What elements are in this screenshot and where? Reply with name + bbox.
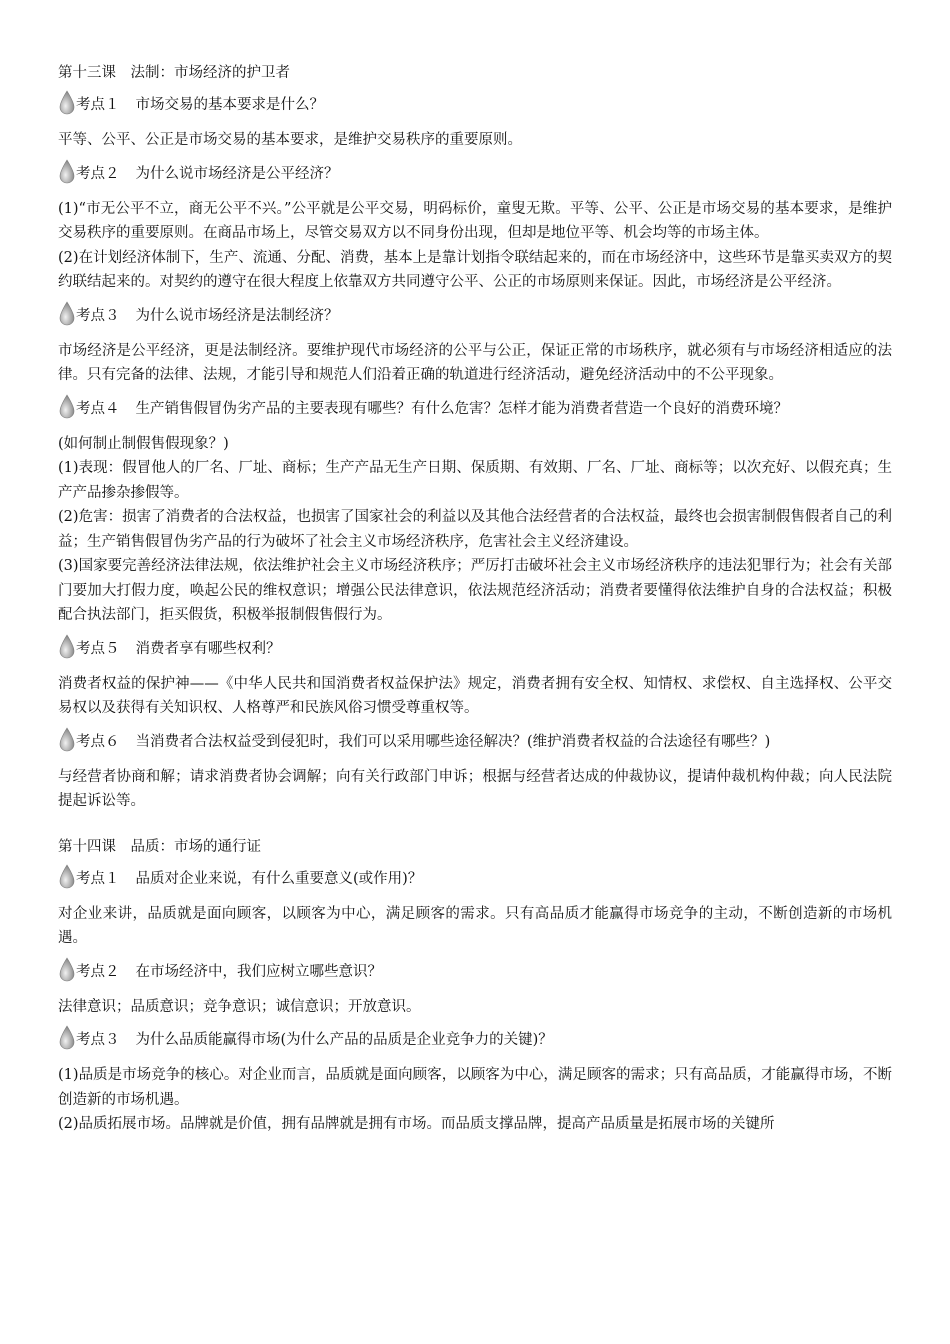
droplet-icon [58,301,76,327]
key-point-heading [58,1023,892,1051]
key-point-question: 品质对企业来说，有什么重要意义(或作用)？ [135,870,423,887]
key-point-question: 当消费者合法权益受到侵犯时，我们可以采用哪些途径解决？(维护消费者权益的合法途径有哪些？) [135,733,771,750]
answer-paragraph: 法律意识；品质意识；竞争意识；诚信意识；开放意识。 [58,998,421,1015]
lesson-13 [58,62,892,814]
key-point-question: 在市场经济中，我们应树立哪些意识？ [135,963,382,980]
key-point-question: 为什么品质能赢得市场(为什么产品的品质是企业竞争力的关键)？ [135,1032,553,1048]
droplet-icon [58,727,76,753]
answer-paragraph: 消费者权益的保护神——《中华人民共和国消费者权益保护法》规定，消费者拥有安全权、知情权、求偿权、自主选择权、公平交易权以及获得有关知识权、人格尊严和民族风俗习惯受尊重权等。 [58,675,892,716]
key-point-number: 考点５ [76,640,120,657]
key-point-heading [58,299,892,327]
key-point-heading [58,725,892,753]
answer-paragraph: (2)危害：损害了消费者的合法权益，也损害了国家社会的利益以及其他合法经营者的合法权益，最终也会损害制假售假者自己的利益；生产销售假冒伪劣产品的行为破坏了社会主义市场经济秩序，危害社会主义经济建设。 [58,509,892,550]
lesson-title: 第十三课 法制：市场经济的护卫者 [58,65,290,81]
key-point-number: 考点２ [76,165,120,182]
key-point-question: 为什么说市场经济是法制经济？ [135,307,339,324]
key-point-heading [58,88,892,116]
droplet-icon [58,159,76,185]
answer-paragraph: (2)在计划经济体制下，生产、流通、分配、消费，基本上是靠计划指令联结起来的，而在市场经济中，这些环节是靠买卖双方的契约联结起来的。对契约的遵守在很大程度上依靠双方共同遵守公平、公正的市场原则来保证。因此，市场经济是公平经济。 [58,249,892,290]
key-point-number: 考点６ [76,733,120,750]
droplet-icon [58,394,76,420]
answer-paragraph: (1)“市无公平不立，商无公平不兴。”公平就是公平交易，明码标价，童叟无欺。平等、公平、公正是市场交易的基本要求，是维护交易秩序的重要原则。在商品市场上，尽管交易双方以不同身份出现，但却是地位平等、机会均等的市场主体。 [58,200,892,241]
key-point-heading [58,955,892,983]
key-point-heading [58,392,892,420]
droplet-icon [58,634,76,660]
droplet-icon [58,957,76,983]
key-point-question: 消费者享有哪些权利？ [135,640,281,657]
key-point-question: 市场交易的基本要求是什么？ [135,97,324,113]
answer-paragraph: (1)品质是市场竞争的核心。对企业而言，品质就是面向顾客，以顾客为中心，满足顾客的需求；只有高品质，才能赢得市场，不断创造新的市场机遇。 [58,1067,892,1108]
key-point-question: 生产销售假冒伪劣产品的主要表现有哪些？有什么危害？怎样才能为消费者营造一个良好的消费环境？ [135,400,788,417]
key-point-question: 为什么说市场经济是公平经济？ [135,165,339,182]
answer-paragraph: 市场经济是公平经济，更是法制经济。要维护现代市场经济的公平与公正，保证正常的市场秩序，就必须有与市场经济相适应的法律。只有完备的法律、法规，才能引导和规范人们沿着正确的轨道进行经济活动，避免经济活动中的不公平现象。 [58,342,892,383]
lesson-14 [58,836,892,1137]
key-point-number: 考点４ [76,400,120,417]
key-point-number: 考点１ [76,870,120,887]
answer-paragraph: (1)表现：假冒他人的厂名、厂址、商标；生产产品无生产日期、保质期、有效期、厂名、厂址、商标等；以次充好、以假充真；生产产品掺杂掺假等。 [58,460,892,501]
key-point-number: 考点３ [76,307,120,324]
key-point-number: 考点１ [76,97,120,113]
key-point-number: 考点２ [76,963,120,980]
key-point-heading [58,632,892,660]
key-point-number: 考点３ [76,1032,120,1048]
answer-paragraph: (2)品质拓展市场。品牌就是价值，拥有品牌就是拥有市场。而品质支撑品牌，提高产品质量是拓展市场的关键所 [58,1116,775,1132]
answer-paragraph: 平等、公平、公正是市场交易的基本要求，是维护交易秩序的重要原则。 [58,132,522,148]
lesson-title: 第十四课 品质：市场的通行证 [58,838,261,855]
answer-paragraph: 与经营者协商和解；请求消费者协会调解；向有关行政部门申诉；根据与经营者达成的仲裁协议，提请仲裁机构仲裁；向人民法院提起诉讼等。 [58,768,892,809]
droplet-icon [58,1025,76,1051]
droplet-icon [58,864,76,890]
key-point-heading [58,862,892,890]
answer-paragraph: 对企业来讲，品质就是面向顾客，以顾客为中心，满足顾客的需求。只有高品质才能赢得市场竞争的主动，不断创造新的市场机遇。 [58,905,892,946]
answer-paragraph: (如何制止制假售假现象？) [58,435,229,452]
droplet-icon [58,90,76,116]
key-point-heading [58,157,892,185]
answer-paragraph: (3)国家要完善经济法律法规，依法维护社会主义市场经济秩序；严厉打击破坏社会主义市场经济秩序的违法犯罪行为；社会有关部门要加大打假力度，唤起公民的维权意识；增强公民法律意识，依法规范经济活动；消费者要懂得依法维护自身的合法权益；积极配合执法部门，拒买假货，积极举报制假售假行为。 [58,558,892,623]
